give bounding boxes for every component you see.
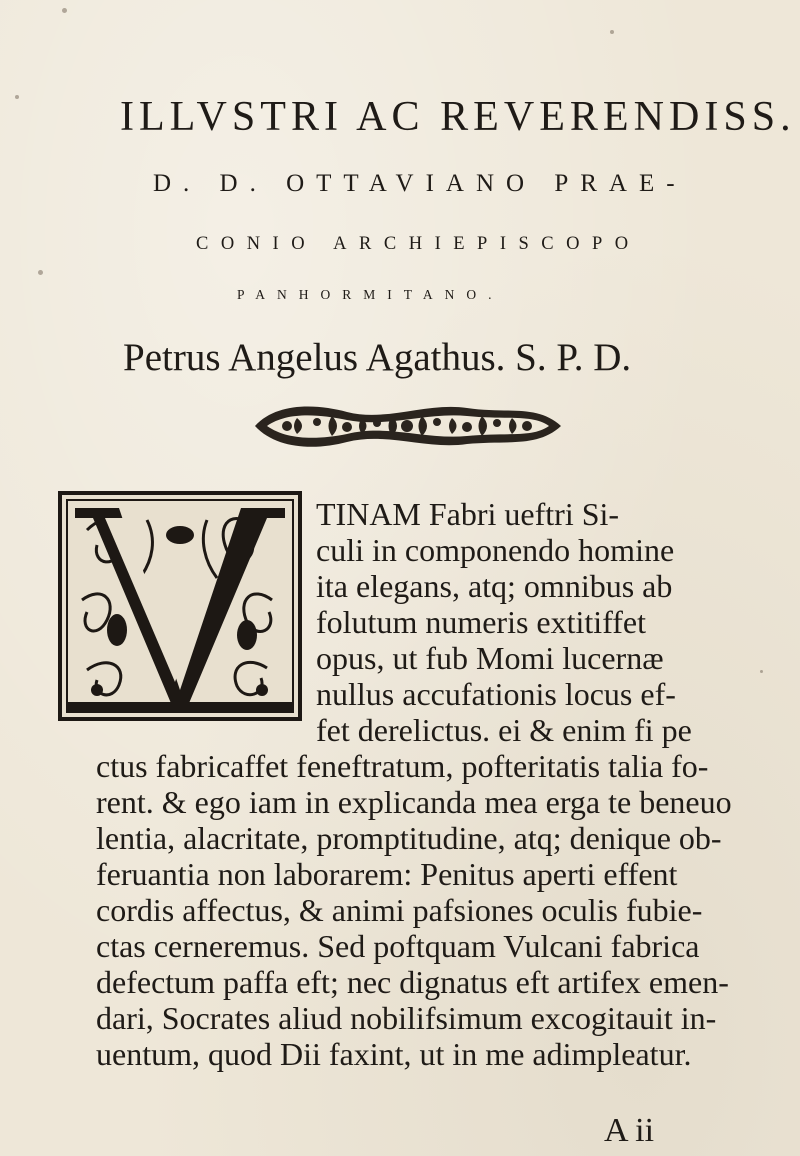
text-line-5: opus, ut fub Momi lucernæ bbox=[316, 640, 664, 676]
text-line-16: uentum, quod Dii faxint, ut in me adimpleatur. bbox=[96, 1036, 692, 1072]
text-line-6: nullus accufationis locus ef- bbox=[316, 676, 676, 712]
text-line-3: ita elegans, atq; omnibus ab bbox=[316, 568, 673, 604]
text-line-11: feruantia non laborarem: Penitus aperti effent bbox=[96, 856, 678, 892]
decorated-initial-v bbox=[57, 490, 303, 722]
text-line-9: rent. & ego iam in explicanda mea erga te beneuo bbox=[96, 784, 732, 820]
text-line-13: ctas cerneremus. Sed poftquam Vulcani fabrica bbox=[96, 928, 700, 964]
text-line-1: TINAM Fabri ueftri Si- bbox=[316, 496, 620, 532]
dedication-line-2: D. D. OTTAVIANO PRAE- bbox=[153, 170, 687, 197]
paper-speck bbox=[760, 670, 763, 673]
text-line-7: fet derelictus. ei & enim fi pe bbox=[316, 712, 692, 748]
paper-speck bbox=[15, 95, 19, 99]
text-line-2: culi in componendo homine bbox=[316, 532, 675, 568]
author-salutation: Petrus Angelus Agathus. S. P. D. bbox=[123, 336, 632, 379]
paper-speck bbox=[62, 8, 67, 13]
text-line-14: defectum paffa eft; nec dignatus eft artifex emen- bbox=[96, 964, 729, 1000]
text-line-10: lentia, alacritate, promptitudine, atq; denique ob- bbox=[96, 820, 722, 856]
dedication-line-3: CONIO ARCHIEPISCOPO bbox=[196, 234, 641, 254]
dedication-line-4: PANHORMITANO. bbox=[237, 287, 504, 302]
paper-speck bbox=[610, 30, 614, 34]
signature-mark: A ii bbox=[604, 1112, 655, 1149]
paper-speck bbox=[38, 270, 43, 275]
text-line-12: cordis affectus, & animi pafsiones oculis fubie- bbox=[96, 892, 703, 928]
text-line-15: dari, Socrates aliud nobilifsimum excogitauit in- bbox=[96, 1000, 717, 1036]
text-line-8: ctus fabricaffet feneftratum, pofteritatis talia fo- bbox=[96, 748, 709, 784]
dedication-line-1: ILLVSTRI AC REVERENDISS. bbox=[120, 94, 796, 140]
headpiece-ornament bbox=[247, 398, 569, 455]
text-line-4: folutum numeris extitiffet bbox=[316, 604, 647, 640]
